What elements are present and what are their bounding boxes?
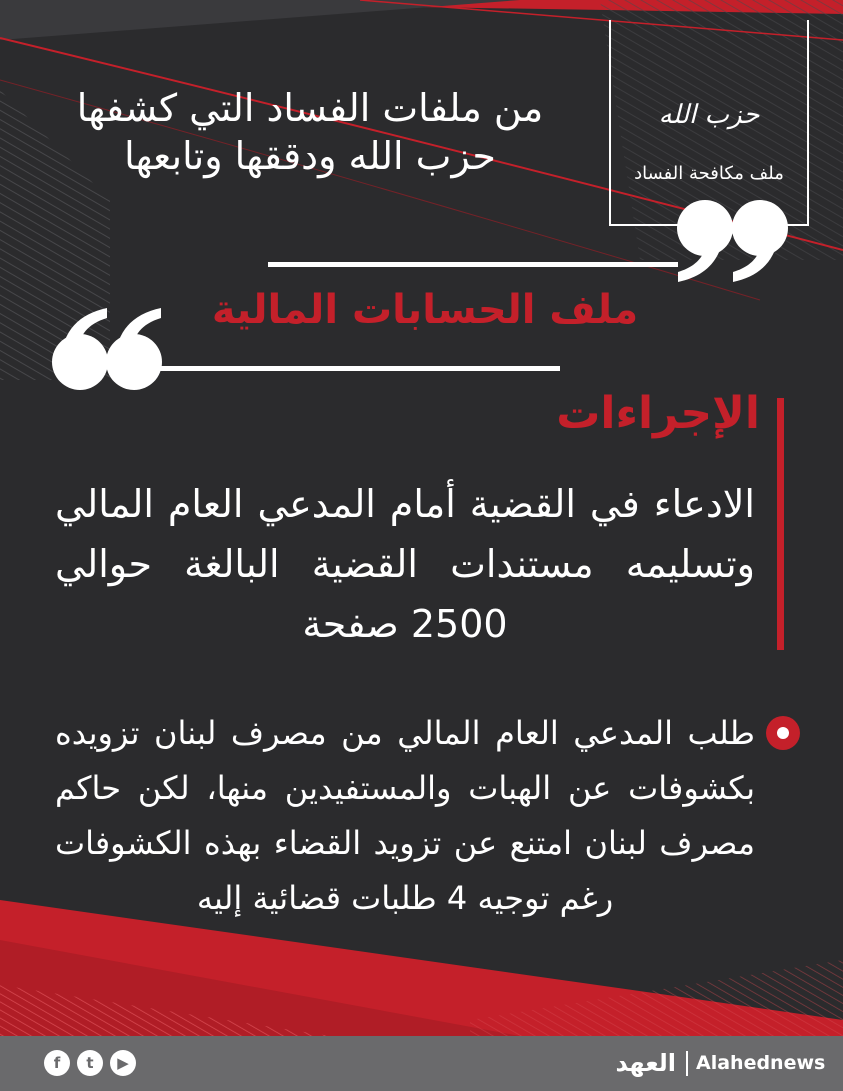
brand-separator xyxy=(686,1051,688,1076)
file-title: ملف الحسابات المالية xyxy=(211,287,639,333)
logo-box xyxy=(609,20,809,226)
section-title: الإجراءات xyxy=(556,388,760,439)
section-accent-bar xyxy=(777,398,784,650)
procedure-paragraph: الادعاء في القضية أمام المدعي العام المالي وتسليمه مستندات القضية البالغة حوالي 2500 صفحة xyxy=(55,482,755,646)
party-logo: حزب الله xyxy=(658,100,760,130)
bullet-icon xyxy=(766,716,800,750)
youtube-icon[interactable]: ▶ xyxy=(110,1050,136,1076)
brand-logo-arabic: العهد xyxy=(615,1049,676,1077)
bullet-text: طلب المدعي العام المالي من مصرف لبنان تزويده بكشوفات عن الهبات والمستفيدين منها، لكن حاكم مصرف لبنان امتنع عن تزويد القضاء بهذه الكشوفات رغم توجيه 4 طلبات قضائية إليه xyxy=(55,714,755,917)
divider-line-top xyxy=(268,262,678,267)
headline-line-1: من ملفات الفساد التي كشفها xyxy=(76,86,544,130)
divider-line-middle xyxy=(150,366,560,371)
twitter-icon[interactable]: t xyxy=(77,1050,103,1076)
facebook-icon[interactable]: f xyxy=(44,1050,70,1076)
footer-bar xyxy=(0,1036,843,1091)
logo-caption: ملف مكافحة الفساد xyxy=(634,163,784,184)
brand-name-english: Alahednews xyxy=(696,1052,826,1074)
headline xyxy=(30,84,590,180)
headline-line-2: حزب الله ودققها وتابعها xyxy=(124,134,496,178)
